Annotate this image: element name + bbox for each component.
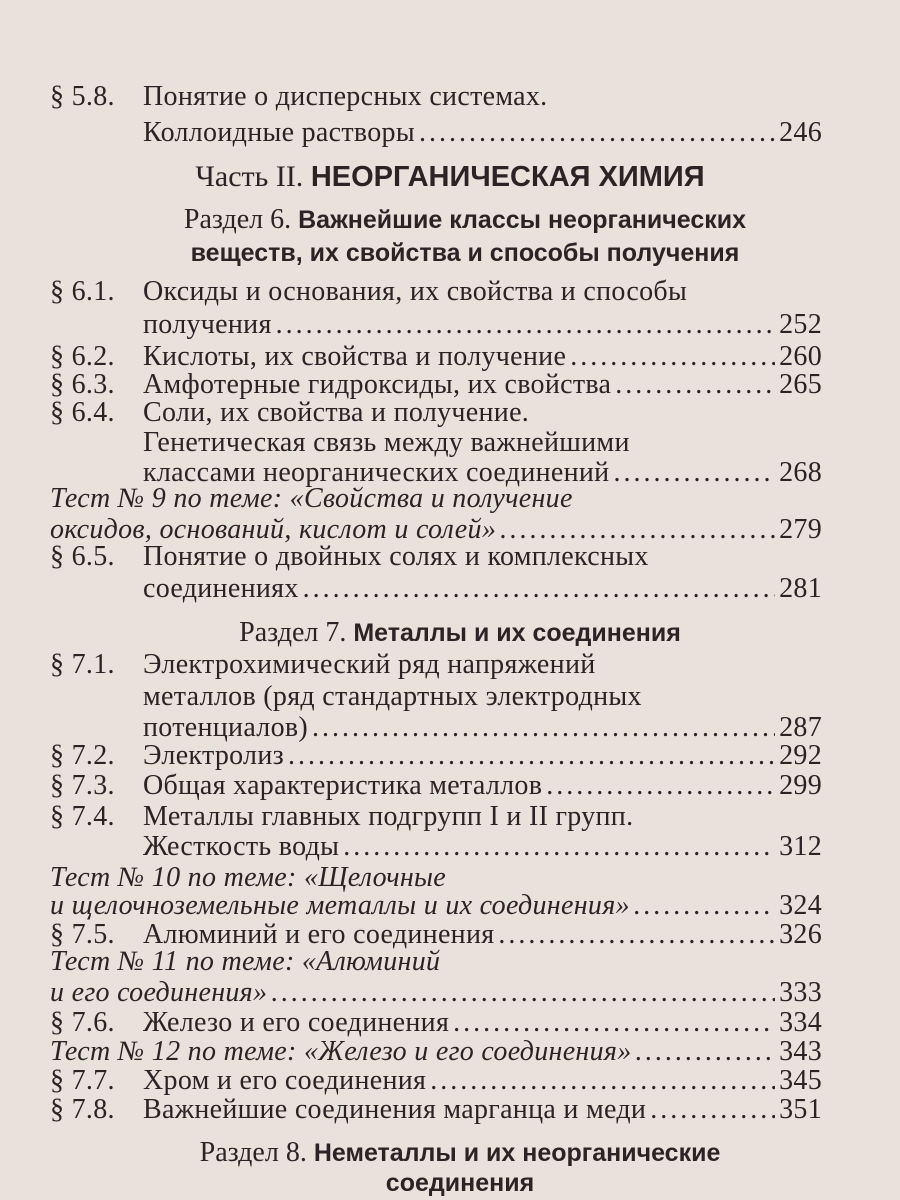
section-heading (30, 236, 900, 270)
toc-entry (50, 1094, 822, 1126)
entry-title: Электрохимический ряд напряжений (143, 649, 596, 680)
section-number: § 6.5. (50, 541, 115, 572)
dot-leader (288, 740, 775, 772)
section-prefix: Раздел 7. (239, 617, 347, 648)
section-prefix: Раздел 8. (199, 1137, 307, 1168)
toc-entry (50, 801, 822, 833)
entry-title: Тест № 12 по теме: «Железо и его соединения» (50, 1036, 632, 1067)
section-title: веществ, их свойства и способы получения (190, 239, 740, 267)
entry-title: Коллоидные растворы (143, 117, 415, 148)
page-number: 292 (779, 740, 822, 771)
section-number: § 7.6. (50, 1007, 115, 1038)
entry-title: Тест № 9 по теме: «Свойства и получение (50, 483, 573, 514)
entry-title: Железо и его соединения (143, 1007, 450, 1038)
entry-title: Кислоты, их свойства и получение (143, 341, 567, 372)
toc-entry (143, 117, 822, 149)
toc-entry (50, 740, 822, 772)
test-entry (50, 890, 822, 922)
section-prefix: Раздел 6. (183, 204, 292, 235)
dot-leader (650, 1094, 775, 1126)
page-number: 287 (779, 712, 822, 743)
section-heading (30, 203, 900, 237)
entry-title: Понятие о двойных солях и комплексных (143, 541, 649, 572)
entry-title: Тест № 10 по теме: «Щелочные (50, 862, 447, 893)
dot-leader (546, 770, 775, 802)
dot-leader (453, 1007, 775, 1039)
toc-entry (50, 397, 822, 429)
toc-entry (50, 541, 822, 573)
toc-entry (50, 81, 822, 113)
page-number: 351 (779, 1094, 822, 1125)
toc-entry (50, 649, 822, 681)
dot-leader (636, 1036, 776, 1068)
test-entry (50, 946, 822, 978)
section-number: § 6.2. (50, 341, 115, 372)
page-number: 312 (779, 831, 822, 862)
entry-title: потенциалов) (143, 712, 309, 743)
entry-title: Оксиды и основания, их свойства и способы (143, 276, 688, 307)
toc-entry (143, 681, 822, 713)
test-entry (50, 1036, 822, 1068)
entry-title: Электролиз (143, 740, 284, 771)
section-number: § 7.8. (50, 1094, 115, 1125)
section-number: § 6.1. (50, 276, 115, 307)
test-entry (50, 483, 822, 515)
entry-title: Общая характеристика металлов (143, 770, 543, 801)
part-prefix: Часть II. (195, 160, 304, 193)
entry-title: соединениях (143, 573, 299, 604)
toc-entry (50, 276, 822, 308)
section-number: § 7.7. (50, 1065, 115, 1096)
entry-title: классами неорганических соединений (143, 457, 610, 488)
page-number: 333 (779, 977, 822, 1008)
section-number: § 7.3. (50, 770, 115, 801)
test-entry (50, 977, 822, 1009)
section-number: § 7.5. (50, 919, 115, 950)
toc-entry (143, 573, 822, 605)
dot-leader (430, 1065, 775, 1097)
page-number: 299 (779, 770, 822, 801)
toc-entry (50, 1007, 822, 1039)
entry-title: оксидов, оснований, кислот и солей» (50, 514, 497, 545)
section-title: Металлы и их соединения (353, 619, 681, 647)
part-heading (0, 160, 900, 194)
page-number: 279 (779, 514, 822, 545)
page-number: 324 (779, 890, 822, 921)
section-heading (20, 1136, 900, 1170)
section-number: § 7.2. (50, 740, 115, 771)
part-title: НЕОРГАНИЧЕСКАЯ ХИМИЯ (310, 161, 705, 193)
page-number: 265 (779, 369, 822, 400)
entry-title: Генетическая связь между важнейшими (143, 427, 630, 458)
page-number: 334 (779, 1007, 822, 1038)
entry-title: Амфотерные гидроксиды, их свойства (143, 369, 612, 400)
entry-title: и его соединения» (50, 977, 268, 1008)
section-heading (20, 616, 900, 650)
page-number: 252 (779, 309, 822, 340)
entry-title: Металлы главных подгрупп I и II групп. (143, 801, 634, 832)
entry-title: Соли, их свойства и получение. (143, 397, 530, 428)
page-number: 345 (779, 1065, 822, 1096)
dot-leader (634, 890, 775, 922)
dot-leader (276, 309, 775, 341)
section-title: соединения (385, 1169, 535, 1197)
page-number: 246 (779, 117, 822, 148)
section-title: Неметаллы и их неорганические (313, 1139, 721, 1167)
entry-title: Жесткость воды (143, 831, 340, 862)
page-number: 281 (779, 573, 822, 604)
toc-entry (143, 831, 822, 863)
entry-title: получения (143, 309, 272, 340)
section-number: § 5.8. (50, 81, 115, 112)
entry-title: Хром и его соединения (143, 1065, 427, 1096)
entry-title: Понятие о дисперсных системах. (143, 81, 548, 112)
page-number: 343 (779, 1036, 822, 1067)
toc-entry (143, 309, 822, 341)
section-number: § 7.1. (50, 649, 115, 680)
entry-title: Важнейшие соединения марганца и меди (143, 1094, 647, 1125)
page-number: 260 (779, 341, 822, 372)
section-number: § 6.3. (50, 369, 115, 400)
section-title: Важнейшие классы неорганических (298, 206, 747, 234)
page-number: 326 (779, 919, 822, 950)
toc-entry (50, 1065, 822, 1097)
toc-entry (50, 770, 822, 802)
section-number: § 6.4. (50, 397, 115, 428)
toc-entry (143, 427, 822, 459)
dot-leader (343, 831, 775, 863)
section-heading (20, 1166, 900, 1200)
entry-title: металлов (ряд стандартных электродных (143, 681, 642, 712)
entry-title: Алюминий и его соединения (143, 919, 495, 950)
dot-leader (303, 573, 775, 605)
page-number: 268 (779, 457, 822, 488)
section-number: § 7.4. (50, 801, 115, 832)
entry-title: Тест № 11 по теме: «Алюминий (50, 946, 441, 977)
entry-title: и щелочноземельные металлы и их соединения» (50, 890, 630, 921)
dot-leader (271, 977, 775, 1009)
dot-leader (419, 117, 775, 149)
